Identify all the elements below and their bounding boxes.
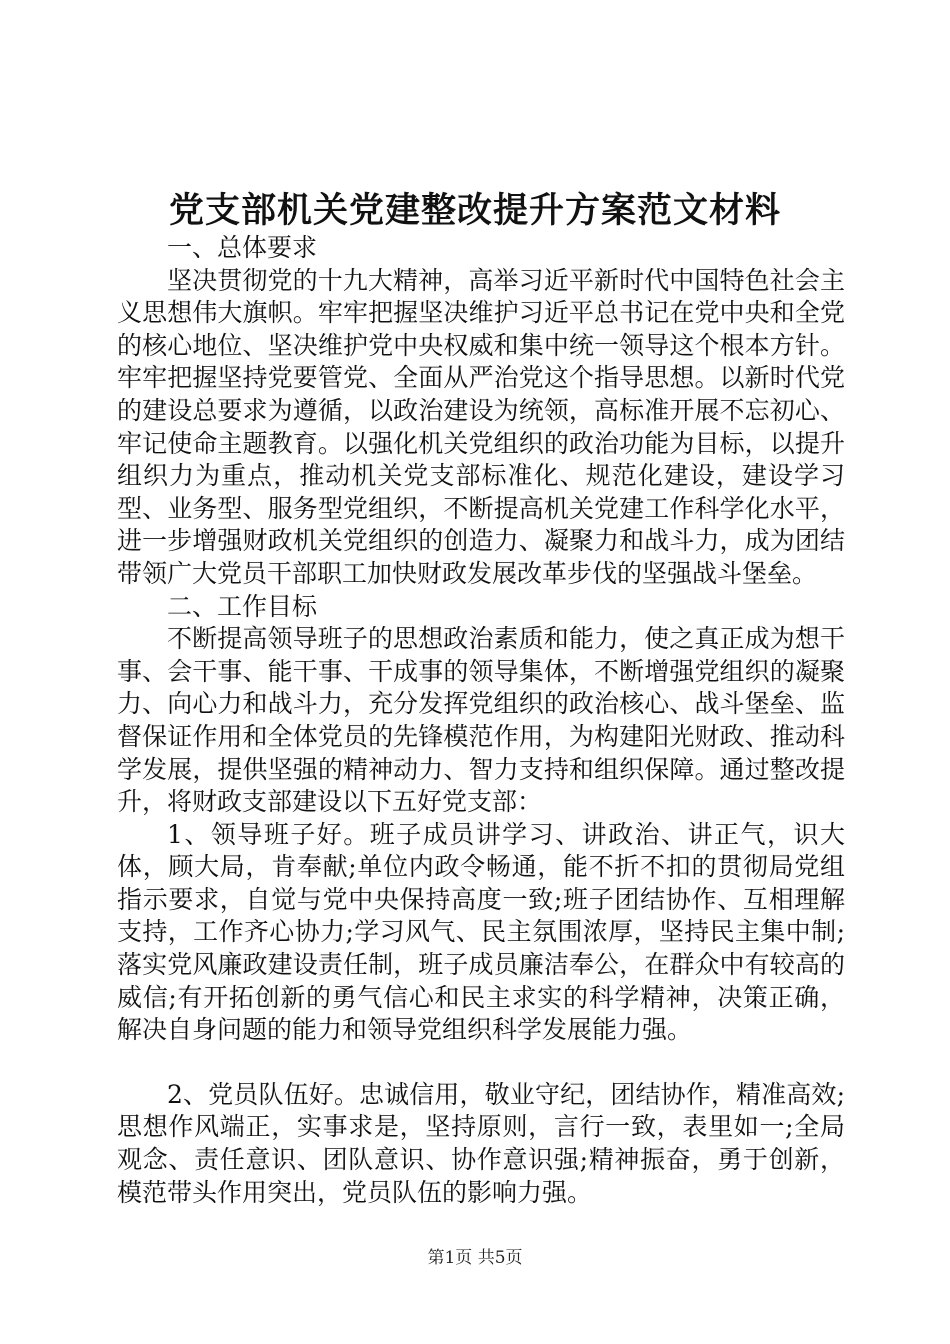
document-title: 党支部机关党建整改提升方案范文材料 [168, 190, 781, 231]
document-body [117, 232, 845, 1209]
paragraph-item-1-leadership: 1、领导班子好。班子成员讲学习、讲政治、讲正气，识大体，顾大局，肯奉献;单位内政令畅通，能不折不扣的贯彻局党组指示要求，自觉与党中央保持高度一致;班子团结协作、互相理解支持，工作齐心协力;学习风气、民主氛围浓厚，坚持民主集中制;落实党风廉政建设责任制，班子成员廉洁奉公，在群众中有较高的威信;有开拓创新的勇气信心和民主求实的科学精神，决策正确，解决自身问题的能力和领导党组织科学发展能力强。 [117, 819, 845, 1045]
section-heading-general-requirements: 一、总体要求 [167, 233, 318, 262]
page-footer: 第1页 共5页 [427, 1248, 523, 1268]
paragraph-work-goals: 不断提高领导班子的思想政治素质和能力，使之真正成为想干事、会干事、能干事、干成事的领导集体，不断增强党组织的凝聚力、向心力和战斗力，充分发挥党组织的政治核心、战斗堡垒、监督保证作用和全体党员的先锋模范作用，为构建阳光财政、推动科学发展，提供坚强的精神动力、智力支持和组织保障。通过整改提升，将财政支部建设以下五好党支部： [117, 624, 845, 817]
paragraph-item-2-members: 2、党员队伍好。忠诚信用，敬业守纪，团结协作，精准高效;思想作风端正，实事求是，坚持原则，言行一致，表里如一;全局观念、责任意识、团队意识、协作意识强;精神振奋，勇于创新，模范带头作用突出，党员队伍的影响力强。 [117, 1079, 845, 1207]
paragraph-general-requirements: 坚决贯彻党的十九大精神，高举习近平新时代中国特色社会主义思想伟大旗帜。牢牢把握坚决维护习近平总书记在党中央和全党的核心地位、坚决维护党中央权威和集中统一领导这个根本方针。牢牢把握坚持党要管党、全面从严治党这个指导思想。以新时代党的建设总要求为遵循，以政治建设为统领，高标准开展不忘初心、牢记使命主题教育。以强化机关党组织的政治功能为目标，以提升组织力为重点，推动机关党支部标准化、规范化建设，建设学习型、业务型、服务型党组织，不断提高机关党建工作科学化水平，进一步增强财政机关党组织的创造力、凝聚力和战斗力，成为团结带领广大党员干部职工加快财政发展改革步伐的坚强战斗堡垒。 [117, 265, 845, 588]
section-heading-work-goals: 二、工作目标 [167, 591, 318, 621]
